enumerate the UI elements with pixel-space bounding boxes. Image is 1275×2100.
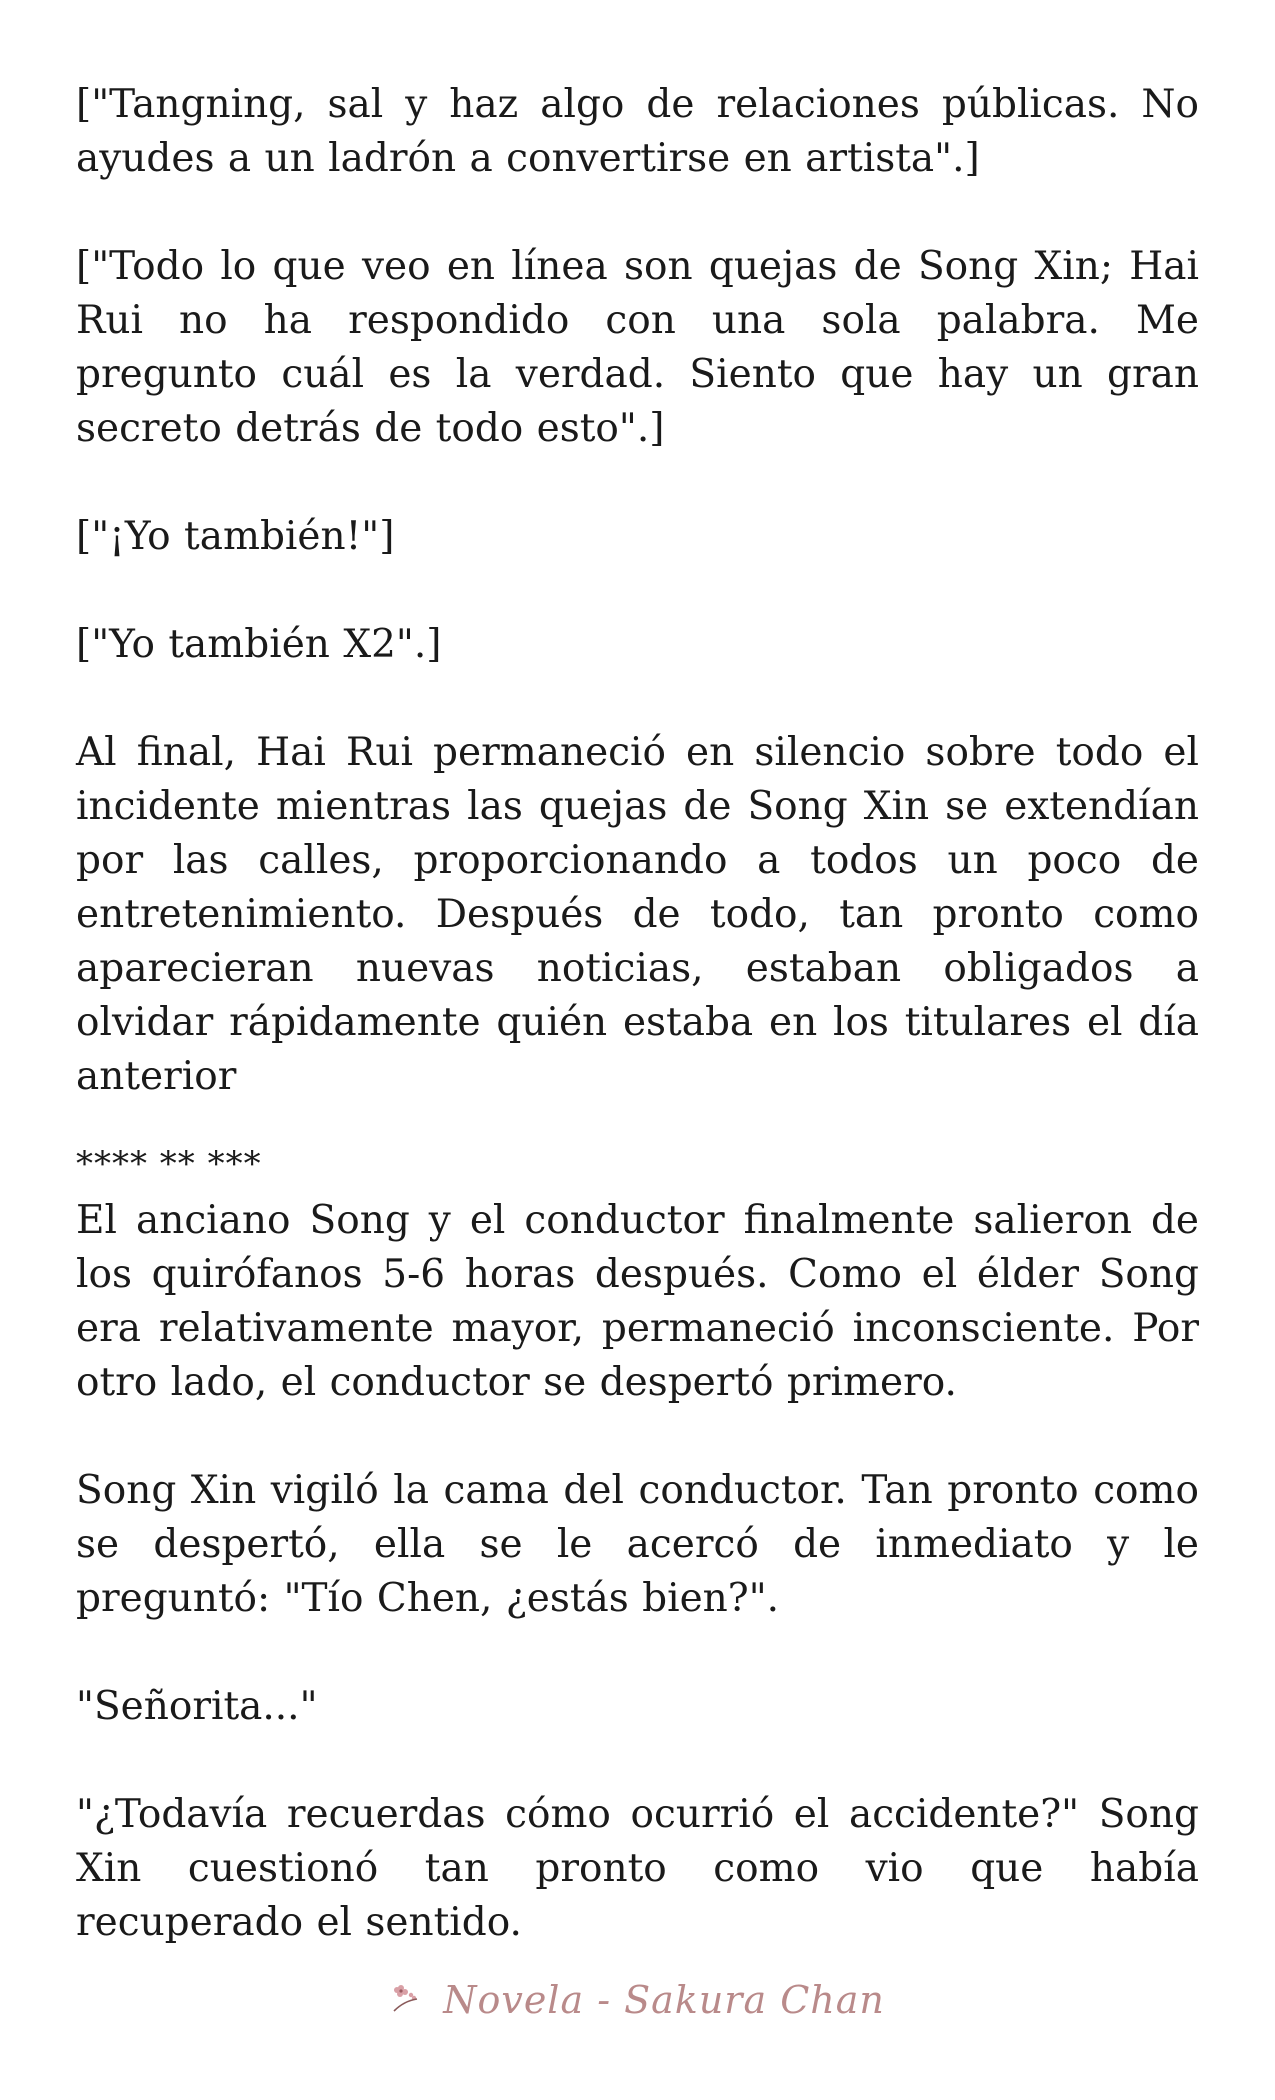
watermark-text: Novela - Sakura Chan <box>443 1978 885 2022</box>
paragraph: Al final, Hai Rui permaneció en silencio sobre todo el incidente mientras las quejas de Song Xin se extendían por las calles, proporcionando a todos un poco de entretenimiento. Después de todo, tan pronto como aparecieran nuevas noticias, estaban obligados a olvidar rápidamente quién estaba en los titulares el día anterior <box>76 730 1199 1099</box>
paragraph: Song Xin vigiló la cama del conductor. Tan pronto como se despertó, ella se le acercó de inmediato y le preguntó: "Tío Chen, ¿estás bien?". <box>76 1468 1199 1621</box>
paragraph: ["Yo también X2".] <box>76 622 442 667</box>
paragraph: ["Tangning, sal y haz algo de relaciones públicas. No ayudes a un ladrón a convertirse en artista".] <box>76 82 1199 181</box>
document-body <box>76 78 1199 2004</box>
paragraph: "Señorita..." <box>76 1684 318 1729</box>
watermark <box>0 1978 1275 2022</box>
paragraph: El anciano Song y el conductor finalmente salieron de los quirófanos 5-6 horas después. Como el élder Song era relativamente mayor, permaneció inconsciente. Por otro lado, el conductor se despertó primero. <box>76 1198 1199 1405</box>
paragraph: ["Todo lo que veo en línea son quejas de Song Xin; Hai Rui no ha respondido con una sola palabra. Me pregunto cuál es la verdad. Siento que hay un gran secreto detrás de todo esto".] <box>76 244 1199 451</box>
paragraph: "¿Todavía recuerdas cómo ocurrió el accidente?" Song Xin cuestionó tan pronto como vio que había recuperado el sentido. <box>76 1792 1199 1945</box>
sakura-flower-icon <box>390 1980 424 2014</box>
scene-separator: **** ** *** <box>76 1144 262 1184</box>
paragraph: ["¡Yo también!"] <box>76 514 395 559</box>
